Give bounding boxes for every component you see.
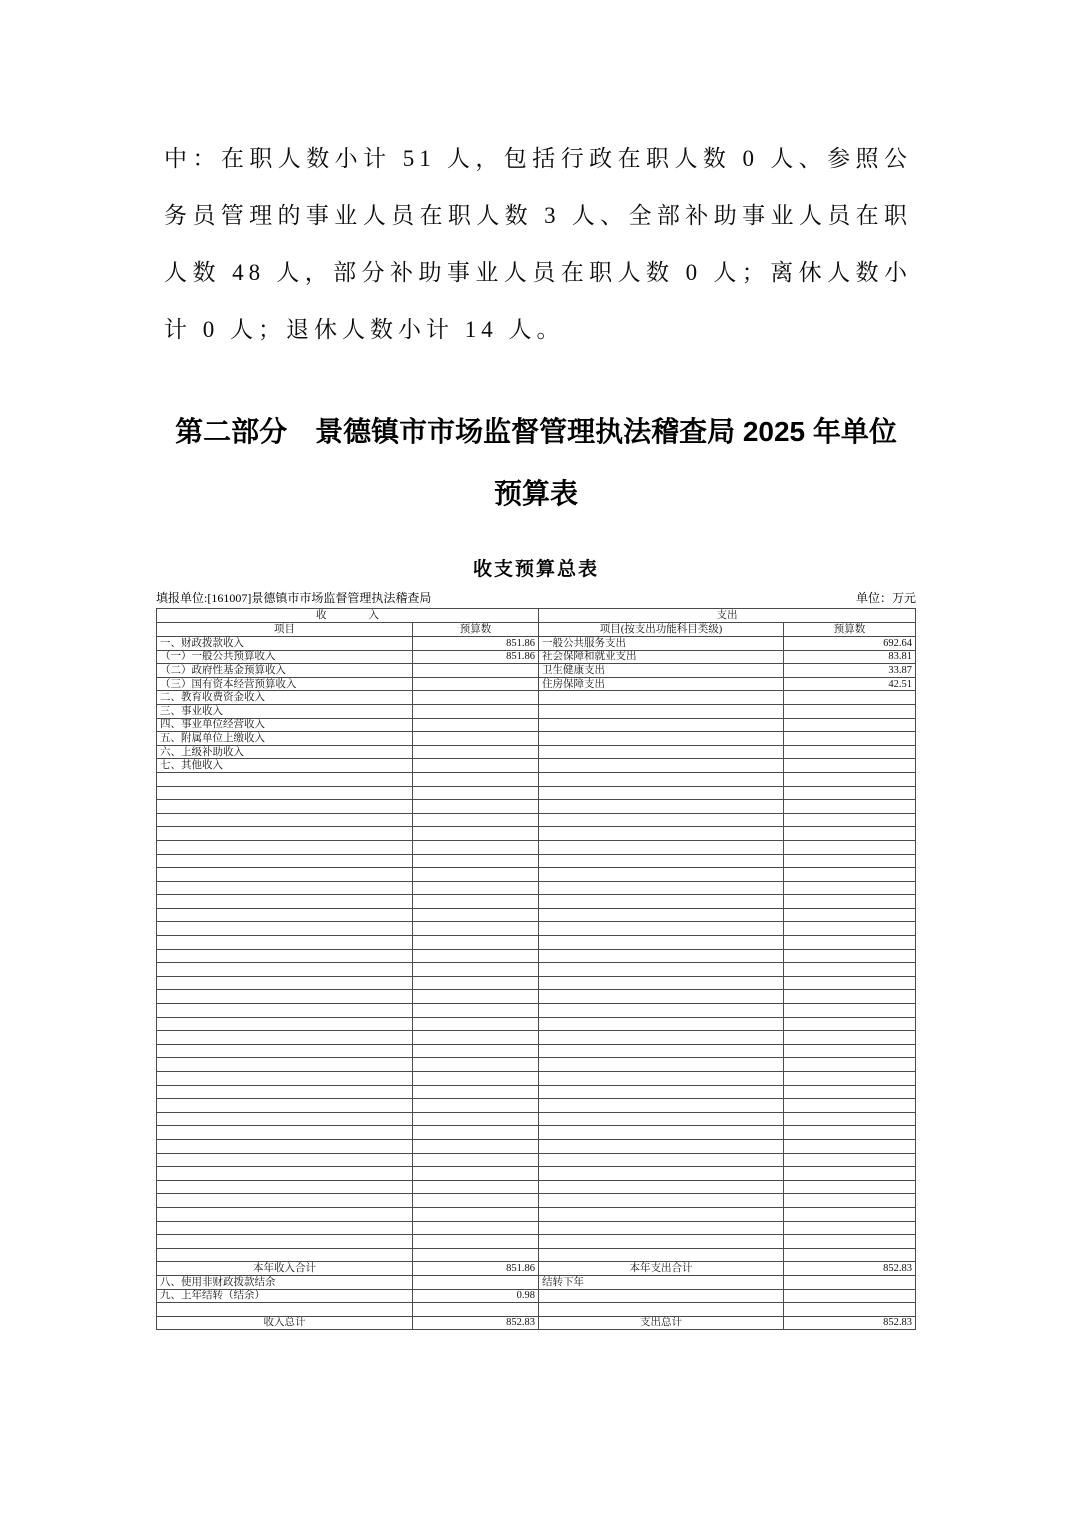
expense-budget-header: 预算数 [784, 623, 916, 637]
income-value-cell: 851.86 [413, 637, 539, 651]
income-value-cell [413, 1099, 539, 1113]
table-row [157, 854, 916, 868]
income-value-cell [413, 772, 539, 786]
income-value-cell [413, 908, 539, 922]
expense-item-cell [539, 813, 784, 827]
table-row [157, 637, 916, 651]
table-row [157, 1194, 916, 1208]
table-row [157, 936, 916, 950]
expense-value-cell [784, 881, 916, 895]
expense-item-cell [539, 1248, 784, 1262]
income-item-cell [157, 1207, 413, 1221]
expense-value-cell [784, 1017, 916, 1031]
expense-value-cell [784, 1207, 916, 1221]
expense-value-cell [784, 772, 916, 786]
expense-item-cell [539, 1180, 784, 1194]
income-value-cell [413, 691, 539, 705]
expense-value-cell [784, 759, 916, 773]
expense-item-cell [539, 1194, 784, 1208]
expense-group-header: 支出 [539, 609, 916, 623]
income-item-cell [157, 976, 413, 990]
expense-value-cell [784, 1221, 916, 1235]
expense-value-cell [784, 963, 916, 977]
income-item-cell [157, 1031, 413, 1045]
income-value-cell [413, 840, 539, 854]
income-value-cell [413, 1167, 539, 1181]
table-row [157, 1248, 916, 1262]
expense-value-cell [784, 1004, 916, 1018]
expense-item-cell [539, 1112, 784, 1126]
expense-item-header: 项目(按支出功能科目类级) [539, 623, 784, 637]
income-item-cell: 五、附属单位上缴收入 [157, 732, 413, 746]
table-row [157, 1058, 916, 1072]
expense-item-cell [539, 718, 784, 732]
expense-value-cell: 83.81 [784, 650, 916, 664]
income-item-cell: 九、上年结转（结余） [157, 1289, 413, 1303]
expense-value-cell: 42.51 [784, 677, 916, 691]
income-item-cell [157, 1126, 413, 1140]
income-value-cell [413, 1044, 539, 1058]
income-item-cell [157, 813, 413, 827]
expense-value-cell [784, 1167, 916, 1181]
income-value-cell [413, 813, 539, 827]
expense-value-cell [784, 895, 916, 909]
table-row [157, 772, 916, 786]
expense-item-cell [539, 704, 784, 718]
income-item-cell: 收入总计 [157, 1316, 413, 1330]
expense-item-cell: 住房保障支出 [539, 677, 784, 691]
table-title: 收支预算总表 [472, 559, 599, 580]
expense-item-cell [539, 908, 784, 922]
expense-value-cell [784, 813, 916, 827]
income-value-cell [413, 1112, 539, 1126]
table-row [157, 1207, 916, 1221]
income-value-cell [413, 745, 539, 759]
expense-item-cell: 本年支出合计 [539, 1262, 784, 1276]
income-value-cell: 851.86 [413, 1262, 539, 1276]
expense-item-cell [539, 881, 784, 895]
expense-item-cell [539, 1004, 784, 1018]
section-heading [150, 401, 922, 525]
expense-value-cell [784, 1072, 916, 1086]
expense-value-cell [784, 827, 916, 841]
table-row [157, 800, 916, 814]
table-row [157, 1072, 916, 1086]
income-item-cell: （二）政府性基金预算收入 [157, 664, 413, 678]
income-value-cell: 851.86 [413, 650, 539, 664]
expense-value-cell: 852.83 [784, 1262, 916, 1276]
expense-value-cell: 852.83 [784, 1316, 916, 1330]
income-value-cell [413, 704, 539, 718]
income-item-cell [157, 772, 413, 786]
table-row [157, 1235, 916, 1249]
expense-value-cell [784, 1248, 916, 1262]
expense-value-cell [784, 1194, 916, 1208]
expense-value-cell [784, 745, 916, 759]
income-item-cell [157, 1044, 413, 1058]
expense-value-cell [784, 976, 916, 990]
expense-item-cell [539, 827, 784, 841]
table-row [157, 759, 916, 773]
expense-value-cell [784, 1235, 916, 1249]
expense-item-cell: 卫生健康支出 [539, 664, 784, 678]
income-value-cell [413, 827, 539, 841]
budget-table-header [157, 609, 916, 637]
income-item-cell [157, 1139, 413, 1153]
income-item-cell [157, 840, 413, 854]
expense-value-cell [784, 868, 916, 882]
expense-value-cell [784, 1153, 916, 1167]
expense-item-cell: 支出总计 [539, 1316, 784, 1330]
expense-value-cell [784, 1031, 916, 1045]
table-row [157, 732, 916, 746]
budget-table-section [156, 557, 916, 1330]
income-value-cell [413, 1180, 539, 1194]
expense-value-cell [784, 1126, 916, 1140]
table-row [157, 718, 916, 732]
expense-item-cell [539, 1139, 784, 1153]
table-row [157, 922, 916, 936]
income-value-cell [413, 732, 539, 746]
group-header-row [157, 609, 916, 623]
expense-item-cell: 一般公共服务支出 [539, 637, 784, 651]
income-item-cell [157, 1112, 413, 1126]
expense-value-cell [784, 786, 916, 800]
budget-table [156, 608, 916, 1330]
income-item-cell [157, 1180, 413, 1194]
table-row [157, 840, 916, 854]
section-heading-line1: 第二部分 景德镇市市场监督管理执法稽查局 2025 年单位 [175, 416, 897, 447]
expense-item-cell [539, 936, 784, 950]
income-value-cell [413, 1031, 539, 1045]
table-row [157, 691, 916, 705]
expense-value-cell [784, 704, 916, 718]
expense-item-cell [539, 1058, 784, 1072]
table-row [157, 1275, 916, 1289]
expense-item-cell [539, 732, 784, 746]
expense-item-cell [539, 949, 784, 963]
income-item-cell: 二、教育收费资金收入 [157, 691, 413, 705]
expense-item-cell [539, 895, 784, 909]
income-item-cell [157, 936, 413, 950]
income-value-cell [413, 990, 539, 1004]
income-value-cell [413, 936, 539, 950]
income-item-cell [157, 1058, 413, 1072]
income-value-cell [413, 949, 539, 963]
expense-item-cell [539, 1085, 784, 1099]
expense-item-cell: 结转下年 [539, 1275, 784, 1289]
expense-item-cell [539, 1167, 784, 1181]
table-row [157, 786, 916, 800]
table-row [157, 1139, 916, 1153]
expense-item-cell [539, 691, 784, 705]
expense-item-cell [539, 1303, 784, 1317]
income-item-cell [157, 868, 413, 882]
expense-value-cell [784, 691, 916, 705]
income-value-cell: 0.98 [413, 1289, 539, 1303]
expense-item-cell [539, 1207, 784, 1221]
expense-item-cell [539, 976, 784, 990]
table-row [157, 1099, 916, 1113]
table-row [157, 963, 916, 977]
expense-value-cell [784, 949, 916, 963]
income-value-cell [413, 786, 539, 800]
income-value-cell: 852.83 [413, 1316, 539, 1330]
table-row [157, 1262, 916, 1276]
income-value-cell [413, 922, 539, 936]
table-row [157, 1017, 916, 1031]
expense-item-cell [539, 868, 784, 882]
table-row [157, 1167, 916, 1181]
expense-value-cell [784, 1112, 916, 1126]
budget-table-body [157, 637, 916, 1330]
income-value-cell [413, 1058, 539, 1072]
income-item-cell: 八、使用非财政拨款结余 [157, 1275, 413, 1289]
column-header-row [157, 623, 916, 637]
income-value-cell [413, 976, 539, 990]
expense-item-cell [539, 1153, 784, 1167]
expense-value-cell [784, 1180, 916, 1194]
table-row [157, 949, 916, 963]
expense-item-cell [539, 772, 784, 786]
income-value-cell [413, 664, 539, 678]
expense-value-cell: 33.87 [784, 664, 916, 678]
income-item-cell [157, 1085, 413, 1099]
expense-value-cell [784, 1289, 916, 1303]
income-value-cell [413, 800, 539, 814]
table-row [157, 827, 916, 841]
table-row [157, 1126, 916, 1140]
expense-value-cell [784, 718, 916, 732]
expense-item-cell [539, 1099, 784, 1113]
income-item-cell [157, 1221, 413, 1235]
expense-value-cell [784, 936, 916, 950]
income-group-header: 收 入 [157, 609, 539, 623]
expense-value-cell [784, 908, 916, 922]
income-value-cell [413, 1194, 539, 1208]
income-budget-header: 预算数 [413, 623, 539, 637]
income-item-cell: 三、事业收入 [157, 704, 413, 718]
income-value-cell [413, 895, 539, 909]
table-row [157, 908, 916, 922]
unit-note: 单位：万元 [855, 591, 916, 605]
expense-item-cell [539, 1235, 784, 1249]
table-row [157, 976, 916, 990]
table-row [157, 1112, 916, 1126]
income-value-cell [413, 854, 539, 868]
table-row [157, 868, 916, 882]
table-row [157, 990, 916, 1004]
table-row [157, 1180, 916, 1194]
expense-value-cell: 692.64 [784, 637, 916, 651]
income-item-cell: （三）国有资本经营预算收入 [157, 677, 413, 691]
expense-item-cell [539, 1017, 784, 1031]
expense-value-cell [784, 990, 916, 1004]
income-item-cell [157, 1004, 413, 1018]
income-item-cell [157, 786, 413, 800]
expense-value-cell [784, 1085, 916, 1099]
table-row [157, 664, 916, 678]
income-item-cell [157, 1248, 413, 1262]
income-item-cell [157, 1194, 413, 1208]
expense-item-cell [539, 922, 784, 936]
table-row [157, 704, 916, 718]
income-value-cell [413, 677, 539, 691]
table-row [157, 895, 916, 909]
income-item-cell: 四、事业单位经营收入 [157, 718, 413, 732]
expense-item-cell [539, 840, 784, 854]
expense-value-cell [784, 1303, 916, 1317]
income-item-cell [157, 1235, 413, 1249]
income-item-cell [157, 949, 413, 963]
income-item-cell: 六、上级补助收入 [157, 745, 413, 759]
table-row [157, 881, 916, 895]
income-item-cell [157, 854, 413, 868]
expense-value-cell [784, 1058, 916, 1072]
table-row [157, 650, 916, 664]
income-value-cell [413, 1139, 539, 1153]
income-item-cell [157, 963, 413, 977]
expense-item-cell [539, 1031, 784, 1045]
income-item-cell [157, 1017, 413, 1031]
table-row [157, 1085, 916, 1099]
income-value-cell [413, 1126, 539, 1140]
income-item-cell [157, 881, 413, 895]
income-value-cell [413, 1017, 539, 1031]
income-value-cell [413, 718, 539, 732]
expense-item-cell: 社会保障和就业支出 [539, 650, 784, 664]
income-item-cell [157, 1072, 413, 1086]
expense-value-cell [784, 1099, 916, 1113]
income-item-cell [157, 908, 413, 922]
table-row [157, 1044, 916, 1058]
income-value-cell [413, 1275, 539, 1289]
table-row [157, 1221, 916, 1235]
table-row [157, 1316, 916, 1330]
expense-item-cell [539, 1072, 784, 1086]
expense-item-cell [539, 759, 784, 773]
table-row [157, 677, 916, 691]
expense-value-cell [784, 1139, 916, 1153]
income-value-cell [413, 1072, 539, 1086]
income-item-cell: 本年收入合计 [157, 1262, 413, 1276]
expense-item-cell [539, 800, 784, 814]
intro-paragraph: 中：在职人数小计 51 人，包括行政在职人数 0 人、参照公务员管理的事业人员在职人数 3 人、全部补助事业人员在职人数 48 人，部分补助事业人员在职人数 0 人；离休人数小计 0 人；退休人数小计 14 人。 [164, 146, 912, 342]
expense-value-cell [784, 800, 916, 814]
income-item-cell [157, 990, 413, 1004]
income-item-cell [157, 800, 413, 814]
income-item-cell [157, 1303, 413, 1317]
expense-value-cell [784, 922, 916, 936]
expense-item-cell [539, 1221, 784, 1235]
income-value-cell [413, 1207, 539, 1221]
expense-item-cell [539, 1289, 784, 1303]
table-row [157, 745, 916, 759]
table-row [157, 1004, 916, 1018]
expense-item-cell [539, 786, 784, 800]
income-item-cell [157, 1167, 413, 1181]
expense-value-cell [784, 840, 916, 854]
expense-value-cell [784, 1044, 916, 1058]
expense-value-cell [784, 1275, 916, 1289]
income-item-cell: 七、其他收入 [157, 759, 413, 773]
income-value-cell [413, 963, 539, 977]
income-value-cell [413, 1248, 539, 1262]
table-row [157, 1031, 916, 1045]
table-row [157, 1153, 916, 1167]
income-item-header: 项目 [157, 623, 413, 637]
table-row [157, 1289, 916, 1303]
table-meta-row [156, 591, 916, 606]
expense-item-cell [539, 854, 784, 868]
income-item-cell [157, 922, 413, 936]
income-item-cell [157, 827, 413, 841]
income-value-cell [413, 881, 539, 895]
income-value-cell [413, 1085, 539, 1099]
expense-value-cell [784, 732, 916, 746]
income-item-cell [157, 895, 413, 909]
income-value-cell [413, 759, 539, 773]
income-item-cell: 一、财政拨款收入 [157, 637, 413, 651]
income-value-cell [413, 868, 539, 882]
income-value-cell [413, 1235, 539, 1249]
table-row [157, 1303, 916, 1317]
expense-item-cell [539, 745, 784, 759]
income-item-cell [157, 1099, 413, 1113]
reporting-unit: 填报单位:[161007]景德镇市市场监督管理执法稽查局 [156, 591, 432, 605]
expense-item-cell [539, 1126, 784, 1140]
table-row [157, 813, 916, 827]
expense-item-cell [539, 990, 784, 1004]
income-item-cell [157, 1153, 413, 1167]
income-item-cell: （一）一般公共预算收入 [157, 650, 413, 664]
income-value-cell [413, 1221, 539, 1235]
expense-item-cell [539, 1044, 784, 1058]
income-value-cell [413, 1004, 539, 1018]
expense-item-cell [539, 963, 784, 977]
income-value-cell [413, 1303, 539, 1317]
income-value-cell [413, 1153, 539, 1167]
expense-value-cell [784, 854, 916, 868]
section-heading-line2: 预算表 [493, 478, 578, 509]
